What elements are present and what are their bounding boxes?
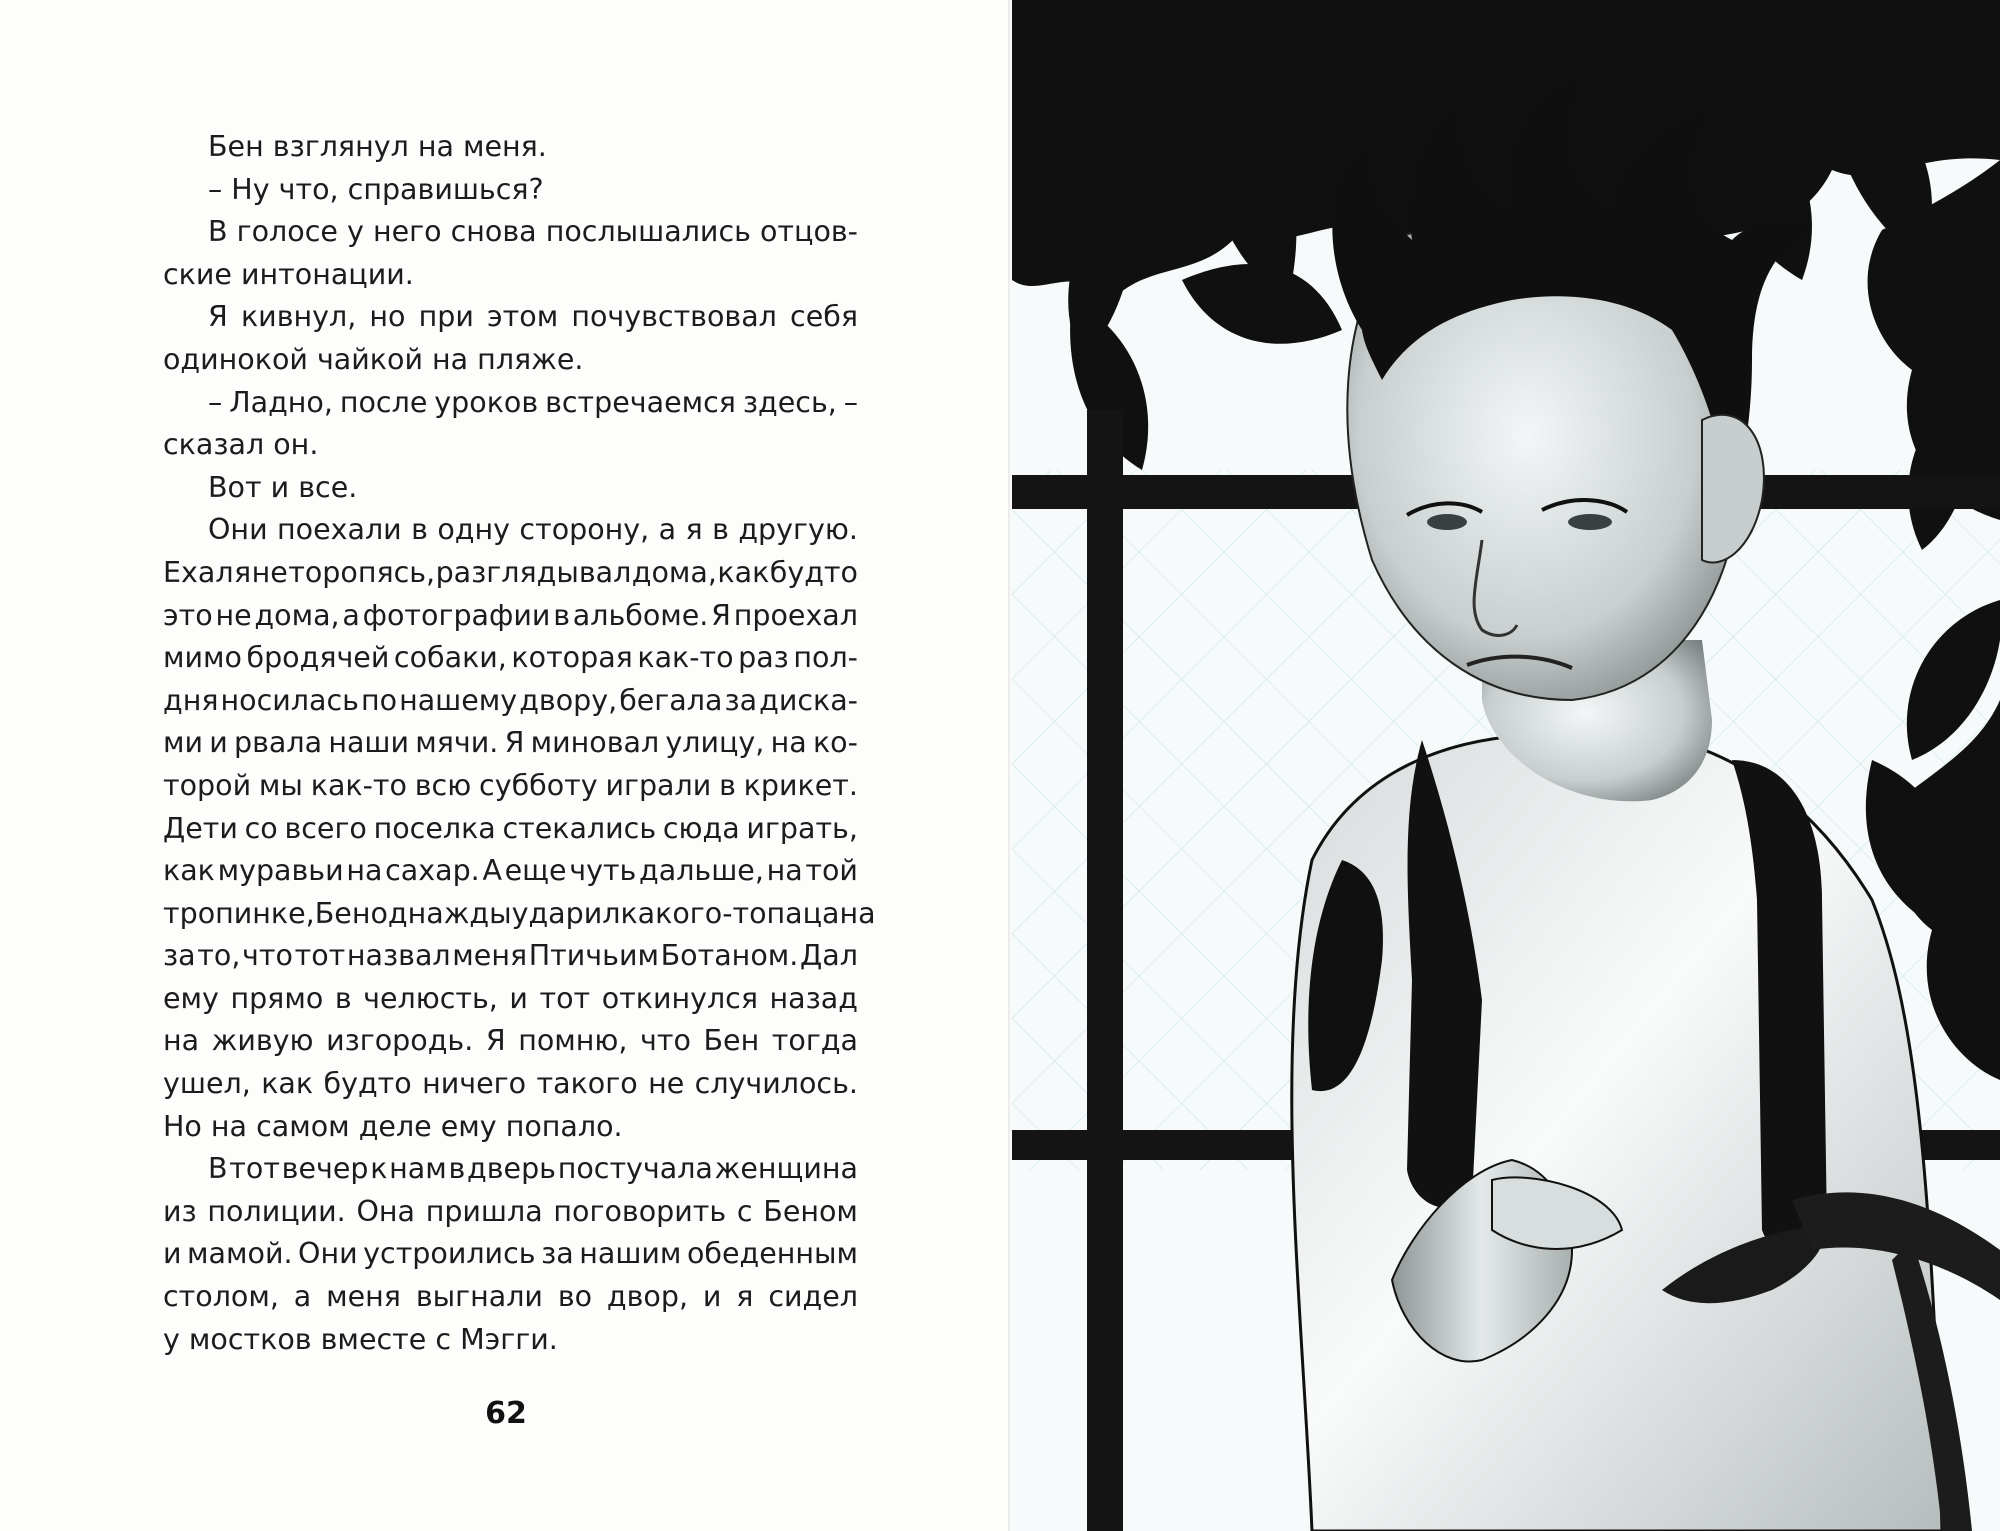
word: носилась [220,683,359,717]
word: разглядывал [435,555,632,589]
word: живую [211,1024,314,1058]
word: назвал [346,939,451,973]
word: сахар. [385,854,480,888]
word: Бен [703,1024,760,1058]
word: Я [711,598,731,632]
word: в [553,598,570,632]
word: Я [485,1024,506,1058]
word: стекались [502,811,657,845]
word: тот [294,939,346,973]
word: играли [605,768,712,802]
text-line [163,1020,858,1063]
word: отцов- [760,215,858,249]
word: Ехал [163,555,234,589]
word: В [208,215,228,249]
word: в [448,1152,466,1186]
text-line [163,680,858,723]
text-line [163,893,876,936]
word: тот [229,1152,280,1186]
text-line [163,339,858,382]
word: Дал [799,939,858,973]
word: но [369,300,406,334]
word: то, [197,939,241,973]
word: не [215,598,252,632]
word: Она [356,1194,415,1228]
text-line [163,254,858,297]
word: нашему [399,683,518,717]
line-text: одинокой чайкой на пляже. [163,342,584,376]
word: челюсть, [363,981,498,1015]
text-line [163,424,858,467]
word: которая [511,641,633,675]
word: однажды [370,896,512,930]
word: при [418,300,474,334]
word: за [724,683,758,717]
word: полиции. [207,1194,346,1228]
word: после [339,385,428,419]
word: не [648,1067,685,1101]
word: этом [487,300,559,334]
word: одну [437,513,510,547]
text-line [163,509,858,552]
text-line [163,935,858,978]
word: собаки, [393,641,507,675]
word: ко- [812,726,858,760]
boy-illustration [1012,0,2000,1531]
word: как-то [310,768,407,802]
word: меня [326,1280,401,1314]
word: тропинке, [163,896,315,930]
word: тогда [771,1024,858,1058]
line-text: ские интонации. [163,257,414,291]
word: альбоме. [572,598,709,632]
word: ему [163,981,219,1015]
word: пол- [793,641,858,675]
word: что [640,1024,691,1058]
word: я [234,555,252,589]
text-line [163,296,858,339]
text-line [163,169,858,212]
word: ушел, [163,1067,251,1101]
word: в [334,981,352,1015]
word: тот [539,981,591,1015]
word: еще [504,854,567,888]
word: за [163,939,196,973]
word: как-то [637,641,734,675]
word: мячи. [415,726,499,760]
word: здесь, [742,385,837,419]
word: в [719,768,736,802]
word: женщина [714,1152,858,1186]
word: какого-то [620,896,767,930]
word: дальше, [639,854,764,888]
word: в [712,513,729,547]
word: мы [258,768,303,802]
word: с [736,1194,753,1228]
word: в [411,513,428,547]
word: всего [284,811,367,845]
word: не [251,555,288,589]
word: уроков [434,385,539,419]
word: будто [323,1067,412,1101]
text-line [163,1276,858,1319]
word: и [209,726,228,760]
word: сидел [768,1280,858,1314]
word: за [541,1237,574,1271]
word: я [685,513,703,547]
word: я [736,1280,754,1314]
word: что [242,939,293,973]
word: пришла [425,1194,543,1228]
word: постучала [557,1152,713,1186]
word: улицу, [665,726,765,760]
text-line [163,637,858,680]
text-line [163,595,858,638]
word: случилось. [694,1067,858,1101]
word: а [293,1280,312,1314]
word: как [163,854,215,888]
word: мимо [163,641,242,675]
word: Я [504,726,525,760]
word: Они [208,513,268,547]
text-line [163,765,858,808]
word: и [163,1237,182,1271]
word: – [843,385,858,419]
word: сторону, [519,513,650,547]
word: Ладно, [229,385,333,419]
word: откинулся [601,981,758,1015]
word: встречаемся [545,385,736,419]
word: Бен [314,896,371,930]
word: во [557,1280,593,1314]
word: назад [769,981,858,1015]
word: сюда [662,811,740,845]
word: рвала [234,726,323,760]
word: фотографии [362,598,551,632]
word: почувствовал [571,300,777,334]
word: на [766,854,803,888]
text-line [163,1063,858,1106]
word: кивнул, [240,300,357,334]
word: будто [769,555,858,589]
word: прямо [230,981,324,1015]
text-line [163,467,858,510]
word: другую. [738,513,858,547]
word: дома, [254,598,340,632]
word: изгородь. [326,1024,474,1058]
word: из [163,1194,197,1228]
word: обеденным [686,1237,858,1271]
word: всю [414,768,472,802]
word: Я [208,300,228,334]
text-line [163,1148,858,1191]
word: ми [163,726,204,760]
word: крикет. [743,768,858,802]
word: нам [389,1152,447,1186]
line-text: Вот и все. [208,470,358,504]
word: голосе [236,215,338,249]
page-number: 62 [485,1396,527,1431]
text-line [163,1191,858,1234]
word: Они [298,1237,358,1271]
word: столом, [163,1280,279,1314]
text-line [163,552,858,595]
word: мамой. [187,1237,293,1271]
text-line [163,126,858,169]
text-line [163,1233,858,1276]
word: помню, [518,1024,628,1058]
word: дома, [631,555,717,589]
word: нашим [579,1237,682,1271]
word: ударил [511,896,621,930]
word: Птичьим [528,939,659,973]
illustration [1012,0,2000,1531]
text-line [163,1106,858,1149]
word: как [261,1067,314,1101]
word: чуть [569,854,637,888]
word: двор, [606,1280,689,1314]
word: а [658,513,677,547]
word: меня [452,939,528,973]
word: выгнали [415,1280,543,1314]
word: торопясь, [288,555,436,589]
word: к [370,1152,388,1186]
line-text: Бен взглянул на меня. [208,130,547,163]
line-text: Но на самом деле ему попало. [163,1109,623,1143]
word: и [702,1280,722,1314]
word: проехал [733,598,858,632]
word: Ботаном. [660,939,799,973]
line-text: – Ну что, справишься? [208,172,544,206]
word: поехали [277,513,402,547]
word: дня [163,683,219,717]
word: со [244,811,278,845]
text-line [163,382,858,425]
word: по [360,683,398,717]
text-line [163,808,858,851]
word: него [372,215,442,249]
text-line [163,850,858,893]
word: диска- [759,683,858,717]
word: Дети [163,811,238,845]
word: такого [536,1067,638,1101]
word: наши [328,726,410,760]
text-line [163,722,858,765]
word: послышались [545,215,751,249]
word: муравьи [217,854,344,888]
word: поговорить [553,1194,727,1228]
body-text [163,126,876,1361]
word: Беном [763,1194,858,1228]
word: играть, [746,811,858,845]
word: дверь [467,1152,556,1186]
text-line [163,211,858,254]
word: бродячей [246,641,390,675]
word: ничего [422,1067,527,1101]
word: снова [450,215,537,249]
word: бегала [619,683,723,717]
word: – [208,385,223,419]
word: той [805,854,858,888]
word: и [509,981,528,1015]
word: устроились [363,1237,536,1271]
word: на [770,726,807,760]
word: на [163,1024,200,1058]
word: а [342,598,360,632]
word: вечер [281,1152,369,1186]
word: миновал [530,726,660,760]
word: поселка [373,811,496,845]
word: себя [790,300,858,334]
word: это [163,598,213,632]
word: субботу [479,768,598,802]
word: торой [163,768,252,802]
word: пацана [766,896,876,930]
line-text: у мостков вместе с Мэгги. [163,1322,558,1356]
word: А [482,854,502,888]
line-text: сказал он. [163,428,319,462]
word: двору, [519,683,618,717]
text-line [163,1319,858,1362]
word: на [346,854,383,888]
text-line [163,978,858,1021]
word: как [717,555,770,589]
word: у [347,215,364,249]
word: раз [738,641,789,675]
word: В [208,1152,228,1186]
